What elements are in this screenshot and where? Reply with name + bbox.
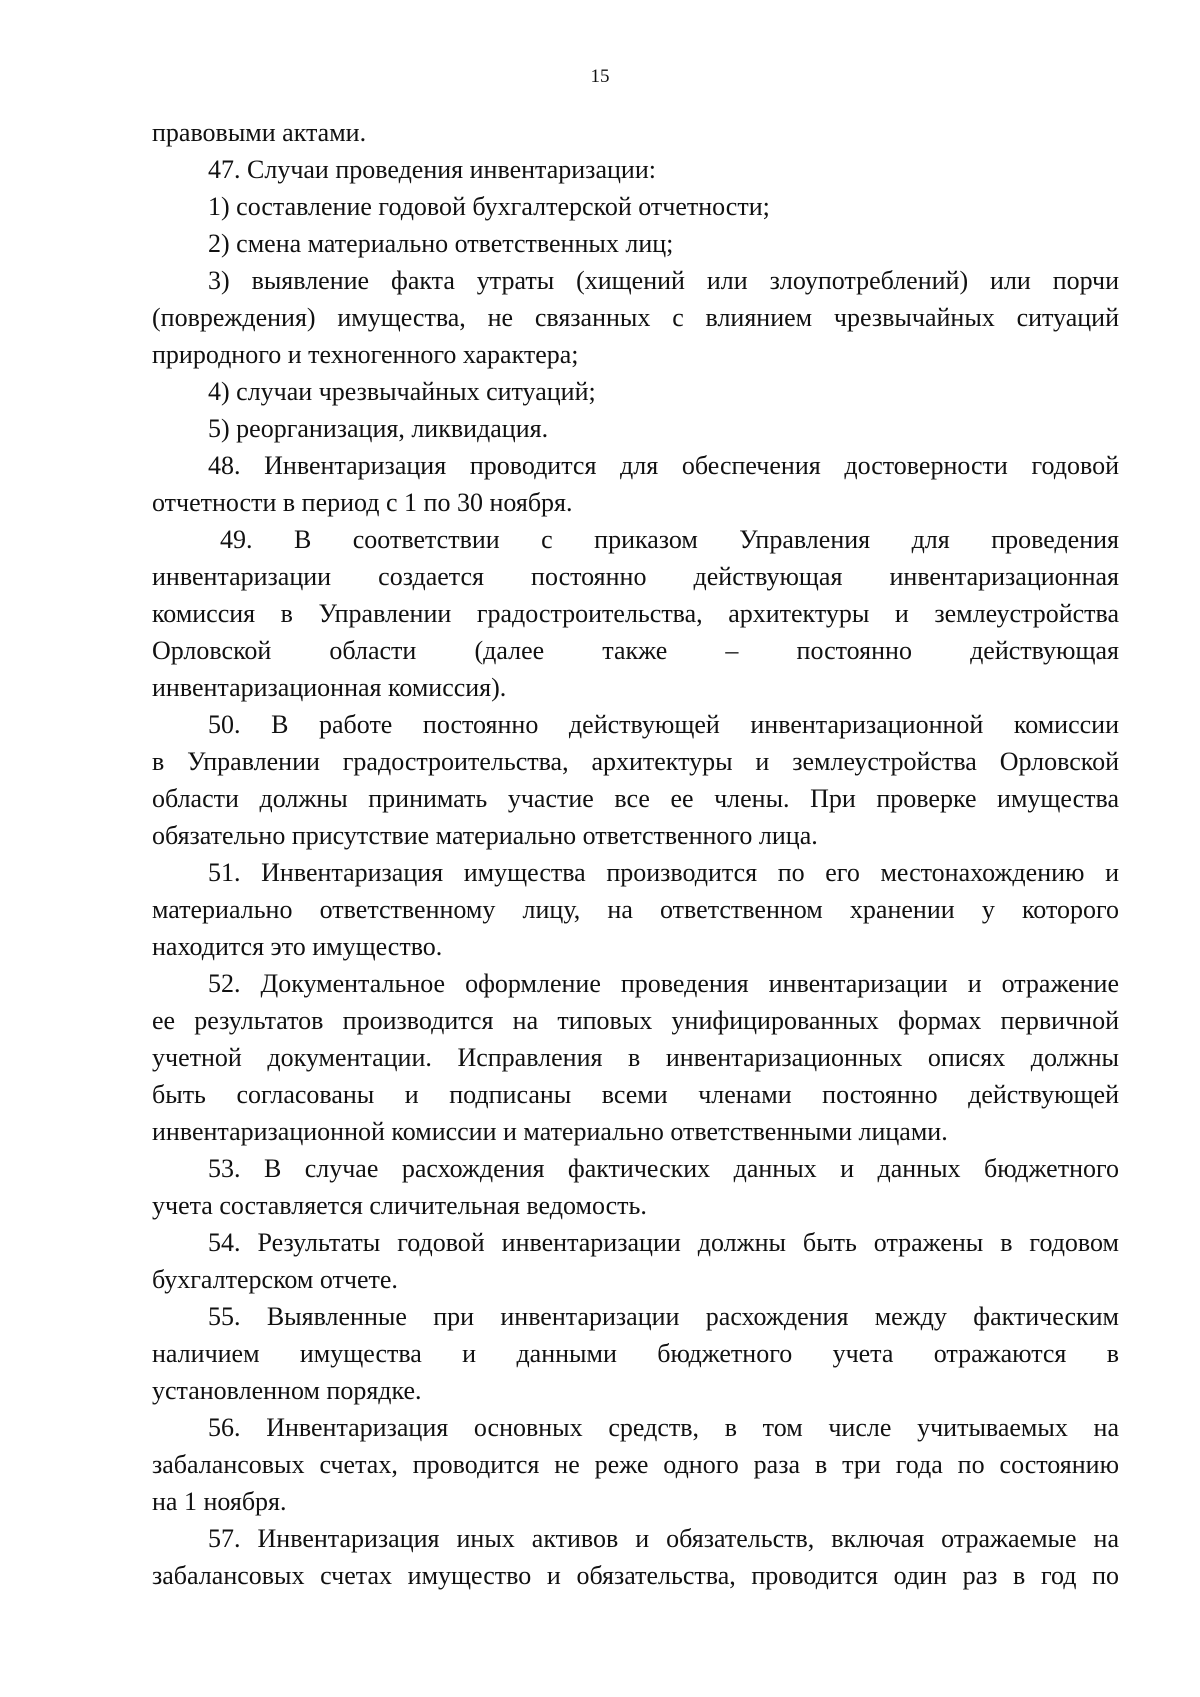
paragraph-50: 50. В работе постоянно действующей инвентаризационной комиссии: [208, 710, 1119, 739]
text-line: бухгалтерском отчете.: [152, 1265, 398, 1294]
list-item-3: 3) выявление факта утраты (хищений или злоупотреблений) или порчи: [208, 266, 1119, 295]
text-line: Орловской области (далее также – постоянно действующая: [152, 636, 1119, 665]
document-body: [152, 114, 1119, 1594]
text-line: отчетности в период с 1 по 30 ноября.: [152, 488, 573, 517]
text-line: забалансовых счетах, проводится не реже одного раза в три года по состоянию: [152, 1450, 1119, 1479]
paragraph-48: 48. Инвентаризация проводится для обеспечения достоверности годовой: [208, 451, 1119, 480]
list-item-4: 4) случаи чрезвычайных ситуаций;: [208, 377, 596, 406]
paragraph-53: 53. В случае расхождения фактических данных и данных бюджетного: [208, 1154, 1119, 1183]
text-line: комиссия в Управлении градостроительства, архитектуры и землеустройства: [152, 599, 1119, 628]
paragraph-51: 51. Инвентаризация имущества производится по его местонахождению и: [208, 858, 1119, 887]
text-line: обязательно присутствие материально ответственного лица.: [152, 821, 818, 850]
text-line: находится это имущество.: [152, 932, 443, 961]
text-line: правовыми актами.: [152, 118, 367, 147]
paragraph-56: 56. Инвентаризация основных средств, в том числе учитываемых на: [208, 1413, 1119, 1442]
text-line: природного и техногенного характера;: [152, 340, 579, 369]
paragraph-57: 57. Инвентаризация иных активов и обязательств, включая отражаемые на: [208, 1524, 1119, 1553]
paragraph-55: 55. Выявленные при инвентаризации расхождения между фактическим: [208, 1302, 1119, 1331]
page-number: 15: [590, 66, 610, 87]
text-line: инвентаризации создается постоянно действующая инвентаризационная: [152, 562, 1119, 591]
text-line: забалансовых счетах имущество и обязательства, проводится один раз в год по: [152, 1561, 1119, 1590]
text-line: быть согласованы и подписаны всеми членами постоянно действующей: [152, 1080, 1119, 1109]
text-line: области должны принимать участие все ее члены. При проверке имущества: [152, 784, 1119, 813]
paragraph-52: 52. Документальное оформление проведения инвентаризации и отражение: [208, 969, 1119, 998]
paragraph-54: 54. Результаты годовой инвентаризации должны быть отражены в годовом: [208, 1228, 1119, 1257]
text-line: ее результатов производится на типовых унифицированных формах первичной: [152, 1006, 1119, 1035]
text-line: наличием имущества и данными бюджетного учета отражаются в: [152, 1339, 1119, 1368]
text-line: инвентаризационной комиссии и материально ответственными лицами.: [152, 1117, 948, 1146]
text-line: (повреждения) имущества, не связанных с влиянием чрезвычайных ситуаций: [152, 303, 1119, 332]
text-line: установленном порядке.: [152, 1376, 422, 1405]
text-line: учета составляется сличительная ведомость.: [152, 1191, 647, 1220]
list-item-2: 2) смена материально ответственных лиц;: [208, 229, 674, 258]
list-item-5: 5) реорганизация, ликвидация.: [208, 414, 549, 443]
text-line: на 1 ноября.: [152, 1487, 287, 1516]
text-line: в Управлении градостроительства, архитектуры и землеустройства Орловской: [152, 747, 1119, 776]
paragraph-47-heading: 47. Случаи проведения инвентаризации:: [208, 155, 656, 184]
text-line: материально ответственному лицу, на ответственном хранении у которого: [152, 895, 1119, 924]
text-line: учетной документации. Исправления в инвентаризационных описях должны: [152, 1043, 1119, 1072]
text-line: инвентаризационная комиссия).: [152, 673, 507, 702]
paragraph-49: 49. В соответствии с приказом Управления для проведения: [220, 525, 1119, 554]
list-item-1: 1) составление годовой бухгалтерской отчетности;: [208, 192, 770, 221]
